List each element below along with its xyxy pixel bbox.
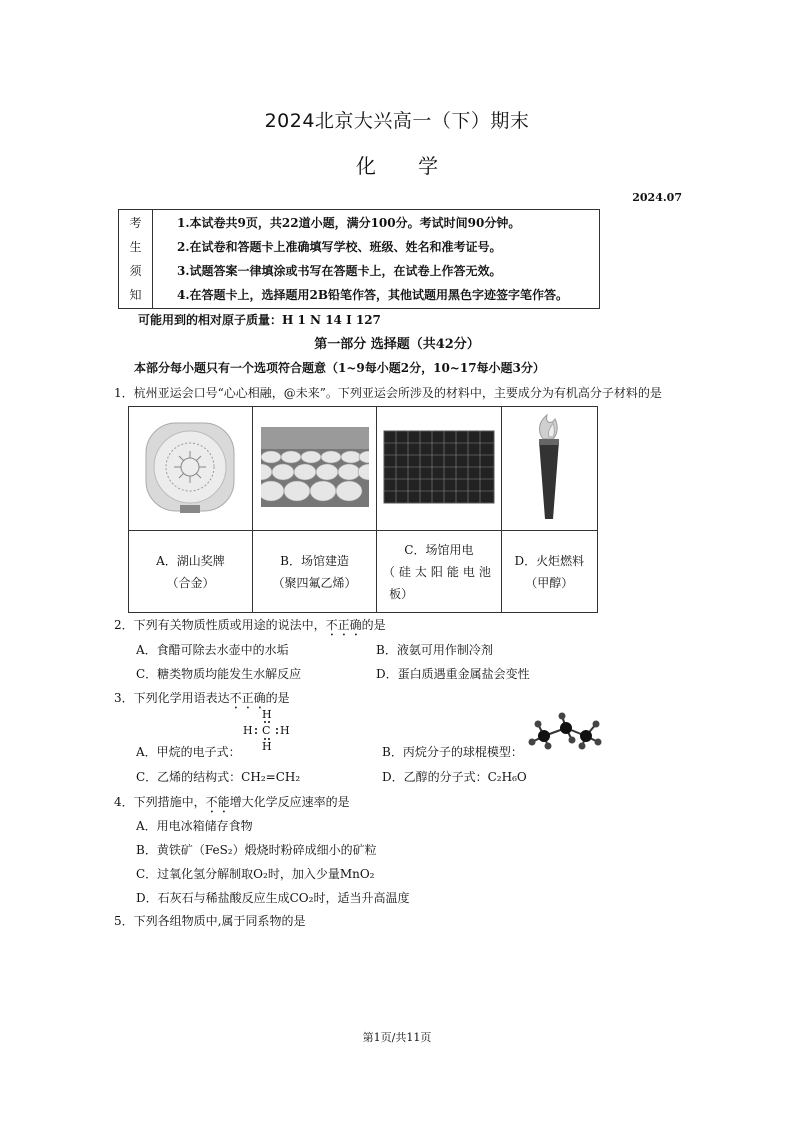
- option-3c: C．乙烯的结构式：CH₂=CH₂: [136, 770, 301, 784]
- emphasis-text: 不正确: [325, 618, 362, 632]
- option-detail: （甲醇）: [525, 575, 574, 590]
- question-1-table: [128, 406, 598, 613]
- option-2d: D．蛋白质遇重金属盐会变性: [376, 667, 530, 681]
- stem-text: 3．下列化学用语表达: [114, 691, 230, 705]
- page-footer: 第1页/共11页: [362, 1031, 432, 1044]
- stem-text: 增大化学反应速率的是: [229, 795, 350, 809]
- option-4d: D．石灰石与稀盐酸反应生成CO₂时，适当升高温度: [136, 891, 410, 905]
- stadium-roof-image: [261, 427, 369, 507]
- option-4b: B．黄铁矿（FeS₂）煅烧时粉碎成细小的矿粒: [136, 843, 377, 857]
- notice-side-char: 考: [129, 216, 142, 230]
- option-2b: B．液氨可用作制冷剂: [376, 643, 493, 657]
- methane-electron-formula: [240, 708, 296, 756]
- notice-side-char: 须: [129, 264, 142, 278]
- option-label: D．火炬燃料: [514, 553, 585, 568]
- subject-title: 化 学: [355, 154, 439, 178]
- question-5-stem: 5．下列各组物质中,属于同系物的是: [114, 914, 306, 928]
- notice-line: 4.在答题卡上，选择题用2B铅笔作答，其他试题用黑色字迹签字笔作答。: [177, 288, 569, 302]
- medal-image: [140, 417, 240, 517]
- notice-line: 1.本试卷共9页，共22道小题，满分100分。考试时间90分钟。: [177, 216, 521, 230]
- solar-panel-image: [383, 430, 495, 504]
- emphasis-text: 不正确: [229, 691, 266, 705]
- option-3b: B．丙烷分子的球棍模型：: [382, 745, 523, 759]
- stem-text: 2．下列有关物质性质或用途的说法中，: [114, 618, 326, 632]
- exam-date: 2024.07: [632, 191, 682, 204]
- candidate-notice-box: [118, 209, 600, 309]
- notice-side-label: [119, 210, 153, 308]
- stem-text: 的是: [265, 691, 290, 705]
- atomic-masses: 可能用到的相对原子质量：H 1 N 14 I 127: [138, 313, 381, 327]
- medal-image-cell: [129, 407, 253, 531]
- question-1-stem: 1．杭州亚运会口号“心心相融，@未来”。下列亚运会所涉及的材料中，主要成分为有机高分子材料的是: [114, 386, 662, 400]
- notice-line: 3.试题答案一律填涂或书写在答题卡上，在试卷上作答无效。: [177, 264, 502, 278]
- atom-h: H: [243, 724, 253, 737]
- option-detail: （合金）: [166, 575, 215, 590]
- atom-h: H: [262, 708, 272, 721]
- stadium-image-cell: [252, 407, 376, 531]
- torch-image-cell: [501, 407, 597, 531]
- question-2-stem: [114, 616, 386, 639]
- atom-h: H: [280, 724, 290, 737]
- option-1d: [501, 531, 597, 613]
- option-4c: C．过氧化氢分解制取O₂时，加入少量MnO₂: [136, 867, 375, 881]
- solar-panel-image-cell: [377, 407, 501, 531]
- propane-ball-stick-model: [526, 712, 604, 750]
- stem-text: 的是: [361, 618, 386, 632]
- option-2a: A．食醋可除去水壶中的水垢: [136, 643, 289, 657]
- option-label: A．湖山奖牌: [156, 553, 225, 568]
- option-label: B．场馆建造: [280, 553, 349, 568]
- stem-text: 4．下列措施中，: [114, 795, 206, 809]
- torch-image: [529, 411, 569, 523]
- option-label: C．场馆用电: [404, 542, 474, 557]
- part-title: 第一部分 选择题（共42分）: [314, 337, 480, 352]
- option-4a: A．用电冰箱储存食物: [136, 819, 253, 833]
- emphasis-text: 不能: [205, 795, 230, 809]
- atom-h: H: [262, 740, 272, 753]
- option-3d: D．乙醇的分子式：C₂H₆O: [382, 770, 527, 784]
- option-2c: C．糖类物质均能发生水解反应: [136, 667, 302, 681]
- option-3a: A．甲烷的电子式：: [136, 745, 241, 759]
- notice-line: 2.在试卷和答题卡上准确填写学校、班级、姓名和准考证号。: [177, 240, 502, 254]
- notice-side-char: 知: [129, 288, 142, 302]
- option-1a: [129, 531, 253, 613]
- question-4-stem: [114, 793, 350, 816]
- option-detail: （硅太阳能电池: [382, 564, 495, 579]
- electron-pair-dots: [240, 708, 296, 756]
- option-1c: [377, 531, 501, 613]
- exam-title: 2024北京大兴高一（下）期末: [264, 110, 530, 132]
- atom-c: C: [262, 724, 271, 737]
- notice-side-char: 生: [129, 240, 142, 254]
- option-detail: （聚四氟乙烯）: [272, 575, 357, 590]
- option-1b: [252, 531, 376, 613]
- option-detail: 板）: [389, 586, 414, 601]
- part-instruction: 本部分每小题只有一个选项符合题意（1~9每小题2分，10~17每小题3分）: [134, 361, 545, 375]
